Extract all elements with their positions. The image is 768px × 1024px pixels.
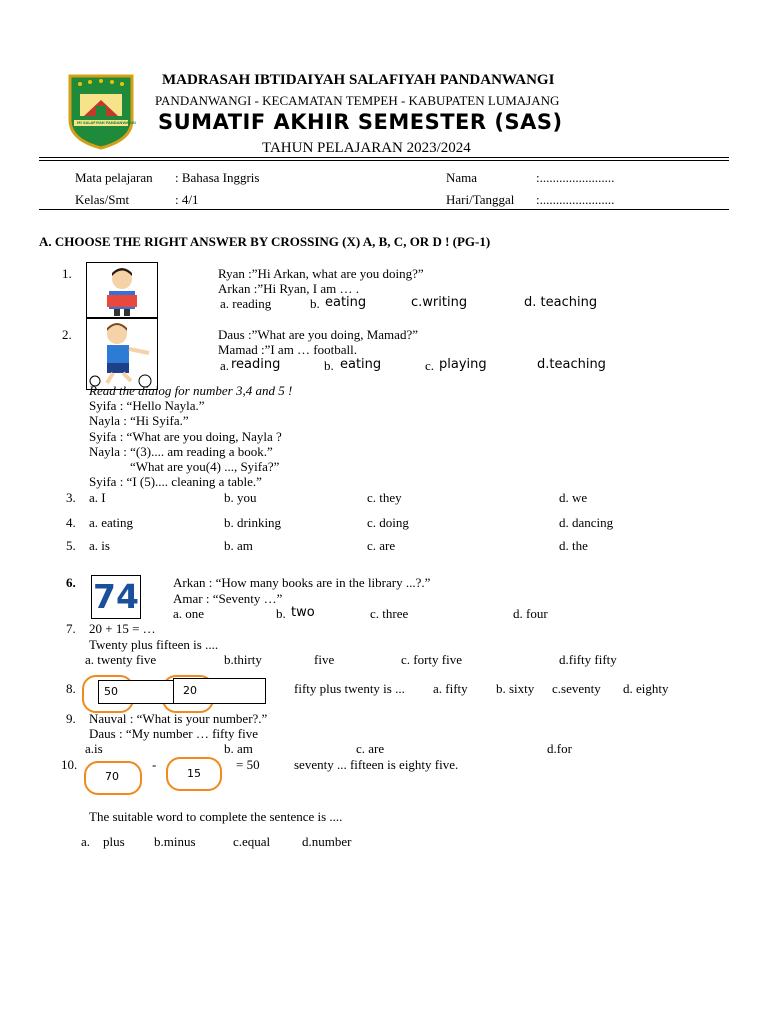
q5-option-c[interactable]: c. are xyxy=(367,538,396,553)
q8-option-c[interactable]: c.seventy xyxy=(552,681,601,696)
q7-expression: 20 + 15 = … xyxy=(89,621,156,636)
logo-text: MI SALAFIYAH PANDANWANGI xyxy=(77,121,136,125)
q4-option-a[interactable]: a. eating xyxy=(89,515,134,530)
dialog-line: “What are you(4) ..., Syifa?” xyxy=(130,459,280,474)
section-title: A. CHOOSE THE RIGHT ANSWER BY CROSSING (X) A, B, C, OR D ! (PG-1) xyxy=(39,234,491,249)
q3-number: 3. xyxy=(66,490,76,505)
q7-option-a[interactable]: a. twenty five xyxy=(85,652,157,667)
dialog-intro: Read the dialog for number 3,4 and 5 ! xyxy=(89,383,293,398)
q10-option-a[interactable]: plus xyxy=(103,834,125,849)
q9-dialog-line1: Nauval : “What is your number?.” xyxy=(89,711,268,726)
dialog-line: Nayla : “Hi Syifa.” xyxy=(89,413,189,428)
q8-option-d[interactable]: d. eighty xyxy=(623,681,669,696)
header-rule-bottom xyxy=(39,160,729,161)
date-label: Hari/Tanggal xyxy=(446,192,515,207)
q9-option-b[interactable]: b. am xyxy=(224,741,253,756)
dialog-line: Syifa : “What are you doing, Nayla ? xyxy=(89,429,282,444)
q8-box-1 xyxy=(98,680,174,704)
q1-option-b-prefix: b. xyxy=(310,296,320,311)
q3-option-a[interactable]: a. I xyxy=(89,490,106,505)
q8-option-b[interactable]: b. sixty xyxy=(496,681,535,696)
q7-option-d[interactable]: d.fifty fifty xyxy=(559,652,617,667)
dialog-line: Syifa : “Hello Nayla.” xyxy=(89,398,205,413)
q2-option-a[interactable]: reading xyxy=(231,357,281,372)
q2-option-a-prefix: a. xyxy=(220,358,230,373)
q1-option-d[interactable]: d. teaching xyxy=(524,295,598,310)
q10-option-d[interactable]: d.number xyxy=(302,834,352,849)
q4-number: 4. xyxy=(66,515,76,530)
school-address: PANDANWANGI - KECAMATAN TEMPEH - KABUPATEN LUMAJANG xyxy=(155,93,560,108)
academic-year: TAHUN PELAJARAN 2023/2024 xyxy=(262,140,471,156)
football-boy-picture xyxy=(86,318,158,390)
q10-option-a-prefix: a. xyxy=(81,834,91,849)
q10-box-2-value: 15 xyxy=(187,767,201,780)
q7-option-c[interactable]: c. forty five xyxy=(401,652,463,667)
info-rule xyxy=(39,209,729,210)
q4-option-c[interactable]: c. doing xyxy=(367,515,409,530)
number-card-value: 74 xyxy=(93,577,139,616)
q6-dialog-line2: Amar : “Seventy …” xyxy=(173,591,283,606)
reading-boy-picture xyxy=(86,262,158,318)
q3-option-c[interactable]: c. they xyxy=(367,490,402,505)
q6-number: 6. xyxy=(66,575,76,590)
q1-option-c[interactable]: c.writing xyxy=(411,295,468,310)
q8-text: fifty plus twenty is ... xyxy=(294,681,405,696)
name-value: :....................... xyxy=(536,170,615,185)
q10-box-1-value: 70 xyxy=(105,770,119,783)
q10-option-c[interactable]: c.equal xyxy=(233,834,271,849)
q9-option-a[interactable]: a.is xyxy=(85,741,103,756)
q4-option-b[interactable]: b. drinking xyxy=(224,515,282,530)
q10-option-b[interactable]: b.minus xyxy=(154,834,196,849)
q6-option-b-prefix: b. xyxy=(276,606,286,621)
q8-box-2-value: 20 xyxy=(183,684,197,697)
q5-number: 5. xyxy=(66,538,76,553)
q2-option-c-prefix: c. xyxy=(425,358,435,373)
header-rule-top xyxy=(39,157,729,158)
q3-option-d[interactable]: d. we xyxy=(559,490,588,505)
q6-option-d[interactable]: d. four xyxy=(513,606,548,621)
exam-title: SUMATIF AKHIR SEMESTER (SAS) xyxy=(158,110,563,134)
q9-option-c[interactable]: c. are xyxy=(356,741,385,756)
subject-value: : Bahasa Inggris xyxy=(175,170,260,185)
class-label: Kelas/Smt xyxy=(75,192,130,207)
q1-dialog-line1: Ryan :”Hi Arkan, what are you doing?” xyxy=(218,266,424,281)
q10-number: 10. xyxy=(61,757,78,772)
q10-equals: = 50 xyxy=(236,757,260,772)
q2-option-d[interactable]: d.teaching xyxy=(537,357,606,372)
q5-option-d[interactable]: d. the xyxy=(559,538,588,553)
dialog-line: Syifa : “I (5).... cleaning a table.” xyxy=(89,474,262,489)
q2-option-b[interactable]: eating xyxy=(340,357,382,372)
q9-dialog-line2: Daus : “My number … fifty five xyxy=(89,726,258,741)
q2-option-c[interactable]: playing xyxy=(439,357,487,372)
q10-text: seventy ... fifteen is eighty five. xyxy=(294,757,459,772)
subject-label: Mata pelajaran xyxy=(75,170,153,185)
q2-dialog-line2: Mamad :”I am … football. xyxy=(218,342,357,357)
class-value: : 4/1 xyxy=(175,192,199,207)
q6-option-c[interactable]: c. three xyxy=(370,606,409,621)
q5-option-b[interactable]: b. am xyxy=(224,538,253,553)
q7-line2: Twenty plus fifteen is .... xyxy=(89,637,219,652)
q8-box-1-value: 50 xyxy=(104,685,118,698)
q1-dialog-line2: Arkan :”Hi Ryan, I am … . xyxy=(218,281,360,296)
q3-option-b[interactable]: b. you xyxy=(224,490,257,505)
q6-dialog-line1: Arkan : “How many books are in the library ...?.” xyxy=(173,575,431,590)
school-name: MADRASAH IBTIDAIYAH SALAFIYAH PANDANWANGI xyxy=(162,72,555,88)
date-value: :....................... xyxy=(536,192,615,207)
name-label: Nama xyxy=(446,170,478,185)
q2-number: 2. xyxy=(62,327,72,342)
q8-number: 8. xyxy=(66,681,76,696)
school-logo xyxy=(66,70,136,150)
q8-option-a[interactable]: a. fifty xyxy=(433,681,468,696)
q6-option-b[interactable]: two xyxy=(291,605,315,620)
q2-option-b-prefix: b. xyxy=(324,358,334,373)
q1-option-b[interactable]: eating xyxy=(325,295,367,310)
q10-minus-sign: - xyxy=(152,757,157,772)
q2-dialog-line1: Daus :”What are you doing, Mamad?” xyxy=(218,327,418,342)
q5-option-a[interactable]: a. is xyxy=(89,538,110,553)
q4-option-d[interactable]: d. dancing xyxy=(559,515,614,530)
q10-number-badge-2 xyxy=(166,757,222,791)
q6-option-a[interactable]: a. one xyxy=(173,606,205,621)
q9-number: 9. xyxy=(66,711,76,726)
dialog-line: Nayla : “(3).... am reading a book.” xyxy=(89,444,273,459)
q10-question: The suitable word to complete the sentence is .... xyxy=(89,809,343,824)
q9-option-d[interactable]: d.for xyxy=(547,741,572,756)
number-card xyxy=(91,575,141,619)
q7-number: 7. xyxy=(66,621,76,636)
q10-number-badge-1 xyxy=(84,761,142,795)
q1-number: 1. xyxy=(62,266,72,281)
q1-option-a[interactable]: a. reading xyxy=(220,296,272,311)
q8-box-2 xyxy=(173,678,266,704)
q7-option-b[interactable]: b.thirty xyxy=(224,652,262,667)
q7-option-b-word: five xyxy=(314,652,335,667)
